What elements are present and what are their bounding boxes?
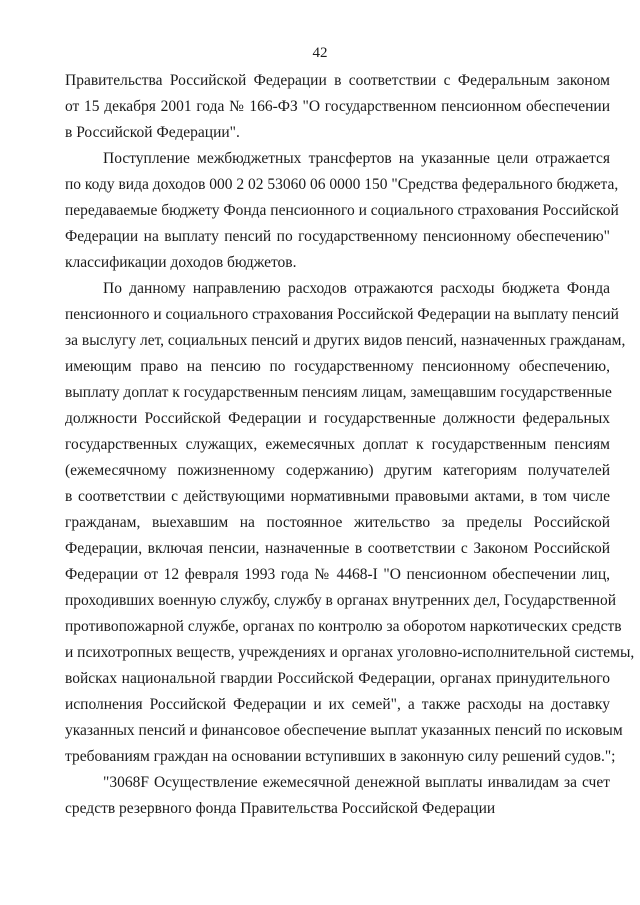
text-line: в соответствии с действующими нормативными правовыми актами, в том числе — [65, 488, 610, 505]
text-line: Федерации на выплату пенсий по государственному пенсионному обеспечению" — [65, 228, 610, 245]
text-line: гражданам, выехавшим на постоянное жительство за пределы Российской — [65, 514, 610, 531]
text-line: "3068F Осуществление ежемесячной денежной выплаты инвалидам за счет — [103, 774, 610, 791]
text-line: Правительства Российской Федерации в соответствии с Федеральным законом — [65, 72, 610, 89]
text-line: противопожарной службе, органах по контролю за оборотом наркотических средств — [65, 618, 622, 635]
text-line: Федерации от 12 февраля 1993 года № 4468-I "О пенсионном обеспечении лиц, — [65, 566, 610, 583]
text-line: средств резервного фонда Правительства Российской Федерации — [65, 800, 496, 817]
text-line: проходивших военную службу, службу в органах внутренних дел, Государственной — [65, 592, 617, 609]
text-line: должности Российской Федерации и государственные должности федеральных — [65, 410, 610, 427]
text-line: передаваемые бюджету Фонда пенсионного и социального страхования Российской — [65, 202, 619, 219]
text-line: По данному направлению расходов отражаются расходы бюджета Фонда — [103, 280, 610, 297]
text-line: исполнения Российской Федерации и их семей", а также расходы на доставку — [65, 696, 610, 713]
text-line: имеющим право на пенсию по государственному пенсионному обеспечению, — [65, 358, 610, 375]
text-line: Федерации, включая пенсии, назначенные в соответствии с Законом Российской — [65, 540, 610, 557]
text-line: от 15 декабря 2001 года № 166-ФЗ "О государственном пенсионном обеспечении — [65, 98, 610, 115]
text-line: и психотропных веществ, учреждениях и органах уголовно-исполнительной системы, — [65, 644, 635, 661]
text-line: указанных пенсий и финансовое обеспечение выплат указанных пенсий по исковым — [65, 722, 623, 739]
text-line: классификации доходов бюджетов. — [65, 254, 297, 271]
text-line: войсках национальной гвардии Российской Федерации, органах принудительного — [65, 670, 610, 687]
text-line: по коду вида доходов 000 2 02 53060 06 0000 150 "Средства федерального бюджета, — [65, 176, 619, 193]
text-line: в Российской Федерации". — [65, 124, 240, 141]
text-line: Поступление межбюджетных трансфертов на указанные цели отражается — [103, 150, 610, 167]
text-line: государственных служащих, ежемесячных доплат к государственным пенсиям — [65, 436, 610, 453]
text-line: пенсионного и социального страхования Российской Федерации на выплату пенсий — [65, 306, 619, 323]
text-line: (ежемесячному пожизненному содержанию) другим категориям получателей — [65, 462, 610, 479]
text-line: выплату доплат к государственным пенсиям лицам, замещавшим государственные — [65, 384, 612, 401]
page-number: 42 — [312, 45, 328, 61]
text-line: за выслугу лет, социальных пенсий и других видов пенсий, назначенных гражданам, — [65, 332, 626, 349]
text-line: требованиям граждан на основании вступивших в законную силу решений судов."; — [65, 748, 616, 765]
